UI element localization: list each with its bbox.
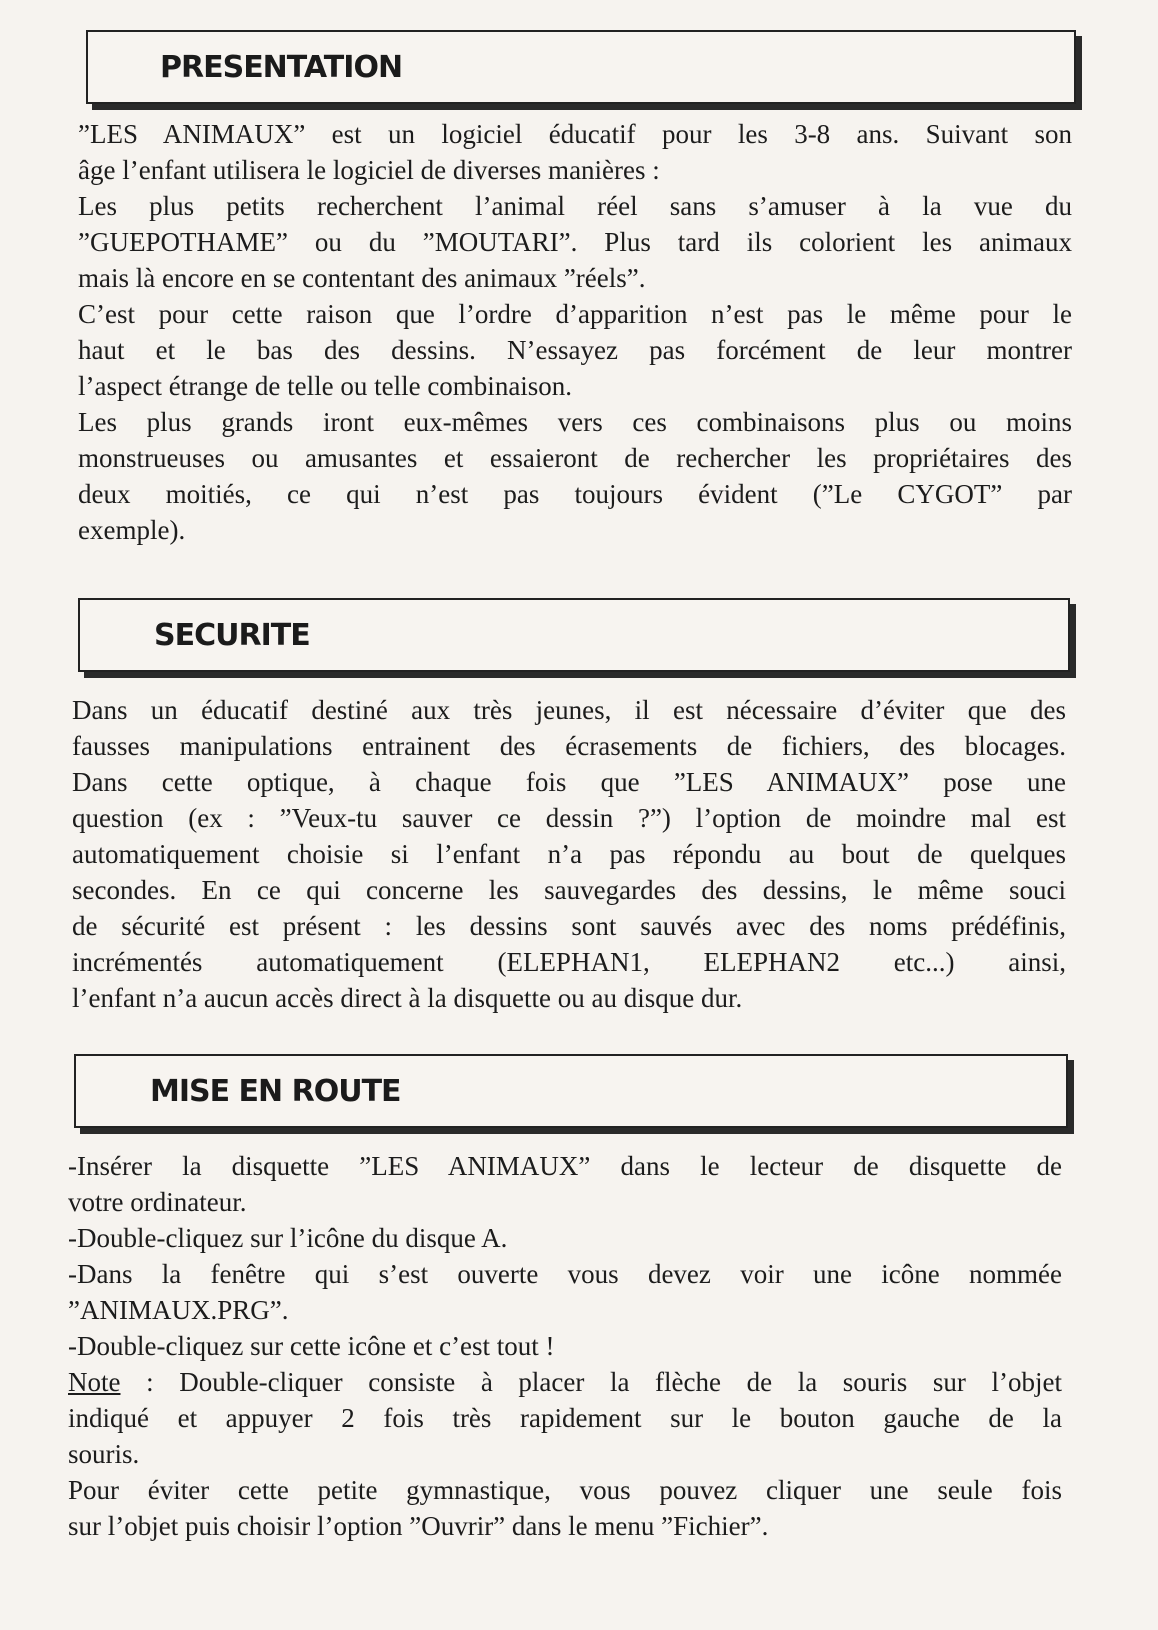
text-line: l’aspect étrange de telle ou telle combinaison. <box>78 371 573 401</box>
presentation-title: PRESENTATION <box>160 50 403 85</box>
text-line: ”LES ANIMAUX” est un logiciel éducatif pour les 3-8 ans. Suivant son <box>78 119 1072 149</box>
text-line: -Insérer la disquette ”LES ANIMAUX” dans le lecteur de disquette de <box>68 1151 1062 1181</box>
text-line: ”GUEPOTHAME” ou du ”MOUTARI”. Plus tard ils colorient les animaux <box>78 227 1072 257</box>
text-line: Les plus petits recherchent l’animal réel sans s’amuser à la vue du <box>78 191 1072 221</box>
text-line: incrémentés automatiquement (ELEPHAN1, ELEPHAN2 etc...) ainsi, <box>72 947 1066 977</box>
text-line: Dans cette optique, à chaque fois que ”LES ANIMAUX” pose une <box>72 767 1066 797</box>
mise-en-route-title: MISE EN ROUTE <box>150 1074 401 1109</box>
text-line: sur l’objet puis choisir l’option ”Ouvrir” dans le menu ”Fichier”. <box>68 1511 769 1541</box>
text-line: Les plus grands iront eux-mêmes vers ces combinaisons plus ou moins <box>78 407 1072 437</box>
text-line: monstrueuses ou amusantes et essaieront de rechercher les propriétaires des <box>78 443 1072 473</box>
text-line: C’est pour cette raison que l’ordre d’apparition n’est pas le même pour le <box>78 299 1072 329</box>
note-label: Note <box>68 1367 121 1397</box>
text-line: exemple). <box>78 515 186 545</box>
text-line: question (ex : ”Veux-tu sauver ce dessin ?”) l’option de moindre mal est <box>72 803 1066 833</box>
note-text: : Double-cliquer consiste à placer la flèche de la souris sur l’objet <box>120 1367 1062 1397</box>
text-line: deux moitiés, ce qui n’est pas toujours évident (”Le CYGOT” par <box>78 479 1072 509</box>
text-line: -Dans la fenêtre qui s’est ouverte vous devez voir une icône nommée <box>68 1259 1062 1289</box>
note-line <box>68 1364 1062 1400</box>
presentation-text <box>78 116 1072 548</box>
text-line: indiqué et appuyer 2 fois très rapidement sur le bouton gauche de la <box>68 1403 1062 1433</box>
text-line: automatiquement choisie si l’enfant n’a pas répondu au bout de quelques <box>72 839 1066 869</box>
text-line: mais là encore en se contentant des animaux ”réels”. <box>78 263 646 293</box>
securite-title: SECURITE <box>154 618 310 653</box>
text-line: secondes. En ce qui concerne les sauvegardes des dessins, le même souci <box>72 875 1066 905</box>
text-line: l’enfant n’a aucun accès direct à la disquette ou au disque dur. <box>72 983 743 1013</box>
text-line: souris. <box>68 1439 140 1469</box>
text-line: Pour éviter cette petite gymnastique, vous pouvez cliquer une seule fois <box>68 1475 1062 1505</box>
text-line: -Double-cliquez sur cette icône et c’est tout ! <box>68 1331 555 1361</box>
text-line: de sécurité est présent : les dessins sont sauvés avec des noms prédéfinis, <box>72 911 1066 941</box>
text-line: haut et le bas des dessins. N’essayez pas forcément de leur montrer <box>78 335 1072 365</box>
securite-text <box>72 692 1066 1016</box>
text-line: Dans un éducatif destiné aux très jeunes, il est nécessaire d’éviter que des <box>72 695 1066 725</box>
text-line: votre ordinateur. <box>68 1187 247 1217</box>
text-line: âge l’enfant utilisera le logiciel de diverses manières : <box>78 155 660 185</box>
mise-en-route-text <box>68 1148 1062 1544</box>
text-line: ”ANIMAUX.PRG”. <box>68 1295 289 1325</box>
text-line: -Double-cliquez sur l’icône du disque A. <box>68 1223 508 1253</box>
text-line: fausses manipulations entrainent des écrasements de fichiers, des blocages. <box>72 731 1066 761</box>
